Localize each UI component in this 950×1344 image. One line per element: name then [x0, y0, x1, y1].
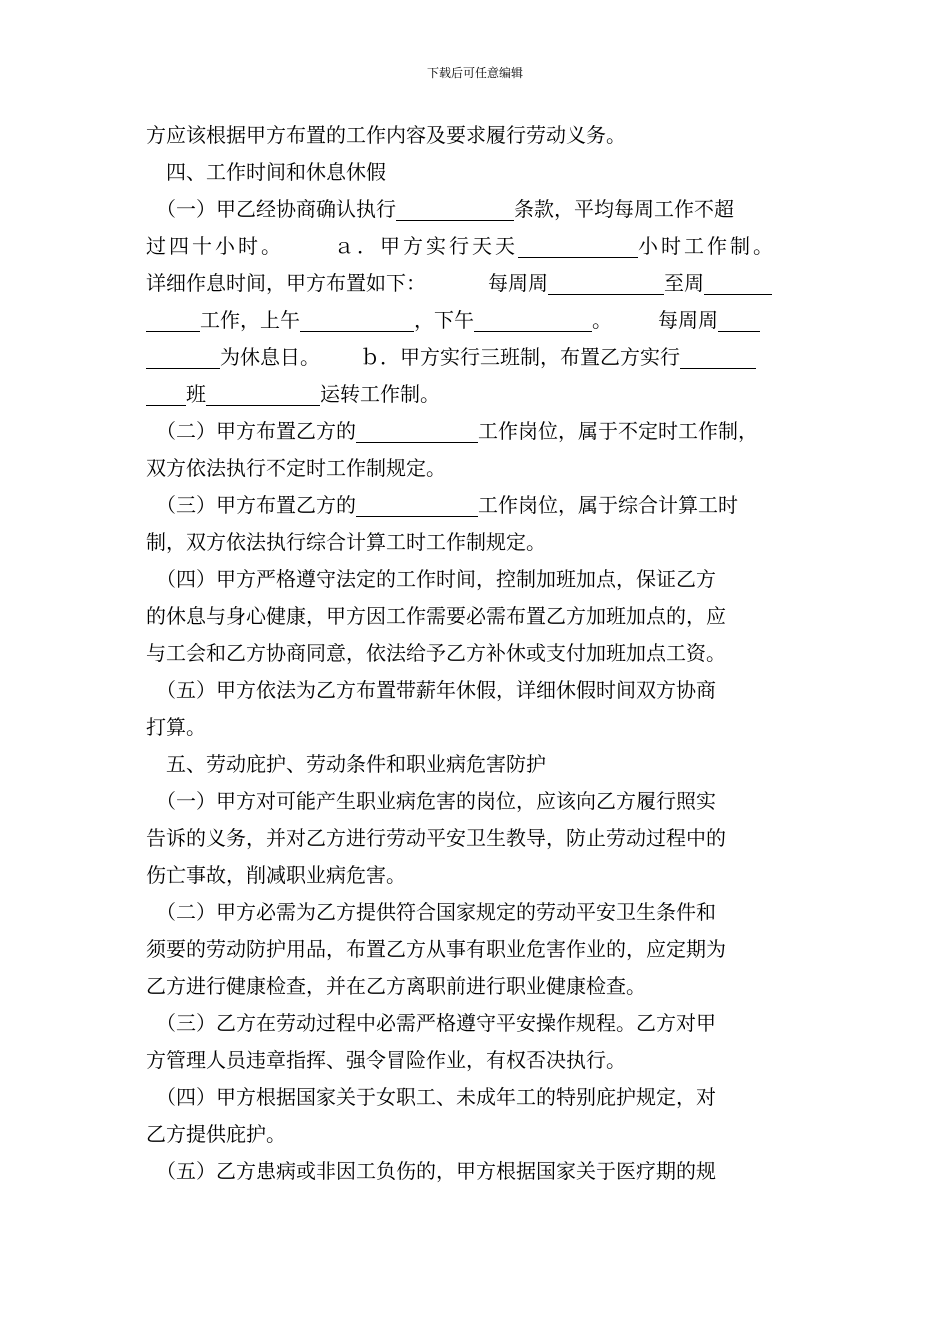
text-line: 须要的劳动防护用品，布置乙方从事有职业危害作业的，应定期为: [146, 937, 726, 961]
section-heading: 五、劳动庇护、劳动条件和职业病危害防护: [146, 752, 546, 776]
text-line: （二）甲方必需为乙方提供符合国家规定的劳动平安卫生条件和: [146, 900, 716, 924]
text-line: 方管理人员违章指挥、强令冒险作业，有权否决执行。: [146, 1048, 626, 1072]
blank-field: [518, 235, 638, 258]
blank-field: [146, 309, 200, 332]
text-line: 告诉的义务，并对乙方进行劳动平安卫生教导，防止劳动过程中的: [146, 826, 726, 850]
text-line: （三）甲方布置乙方的 工作岗位，属于综合计算工时: [146, 493, 738, 517]
blank-field: [146, 383, 186, 406]
text-line: （一）甲方对可能产生职业病危害的岗位，应该向乙方履行照实: [146, 789, 716, 813]
blank-field: [206, 383, 320, 406]
text-line: 方应该根据甲方布置的工作内容及要求履行劳动义务。: [146, 123, 626, 147]
text-line: 伤亡事故，削减职业病危害。: [146, 863, 406, 887]
text-line: （一）甲乙经协商确认执行 条款，平均每周工作不超: [146, 197, 734, 221]
text-line: 过四十小时。 ａ．甲方实行天天 小时工作制。: [146, 234, 776, 258]
section-heading: 四、工作时间和休息休假: [146, 160, 386, 184]
text-line: 的休息与身心健康，甲方因工作需要必需布置乙方加班加点的，应: [146, 604, 726, 628]
text-line: （四）甲方严格遵守法定的工作时间，控制加班加点，保证乙方: [146, 567, 716, 591]
text-line: 详细作息时间，甲方布置如下： 每周周 至周: [146, 268, 808, 298]
blank-field: [718, 309, 760, 332]
blank-field: [704, 272, 772, 295]
text-line: （五）甲方依法为乙方布置带薪年休假，详细休假时间双方协商: [146, 678, 716, 702]
blank-field: [146, 346, 220, 369]
blank-field: [356, 494, 478, 517]
blank-field: [680, 346, 756, 369]
blank-field: [300, 309, 414, 332]
text-line: （四）甲方根据国家关于女职工、未成年工的特别庇护规定，对: [146, 1085, 716, 1109]
blank-field: [474, 309, 592, 332]
text-line: 打算。: [146, 715, 206, 739]
text-line: 工作，上午 ，下午 。 每周周: [146, 305, 808, 335]
text-line: 乙方进行健康检查，并在乙方离职前进行职业健康检查。: [146, 974, 646, 998]
text-line: （五）乙方患病或非因工负伤的，甲方根据国家关于医疗期的规: [146, 1159, 716, 1183]
text-line: （三）乙方在劳动过程中必需严格遵守平安操作规程。乙方对甲: [146, 1011, 716, 1035]
text-line: 班 运转工作制。: [146, 379, 808, 409]
text-line: 乙方提供庇护。: [146, 1122, 286, 1146]
text-line: 制，双方依法执行综合计算工时工作制规定。: [146, 530, 546, 554]
text-line: 与工会和乙方协商同意，依法给予乙方补休或支付加班加点工资。: [146, 641, 726, 665]
text-line: （二）甲方布置乙方的 工作岗位，属于不定时工作制，: [146, 419, 758, 443]
blank-field: [548, 272, 664, 295]
page-header: 下载后可任意编辑: [426, 66, 523, 80]
text-line: 双方依法执行不定时工作制规定。: [146, 456, 446, 480]
blank-field: [396, 198, 514, 221]
text-line: 为休息日。 ｂ．甲方实行三班制，布置乙方实行: [146, 342, 808, 372]
blank-field: [356, 420, 478, 443]
